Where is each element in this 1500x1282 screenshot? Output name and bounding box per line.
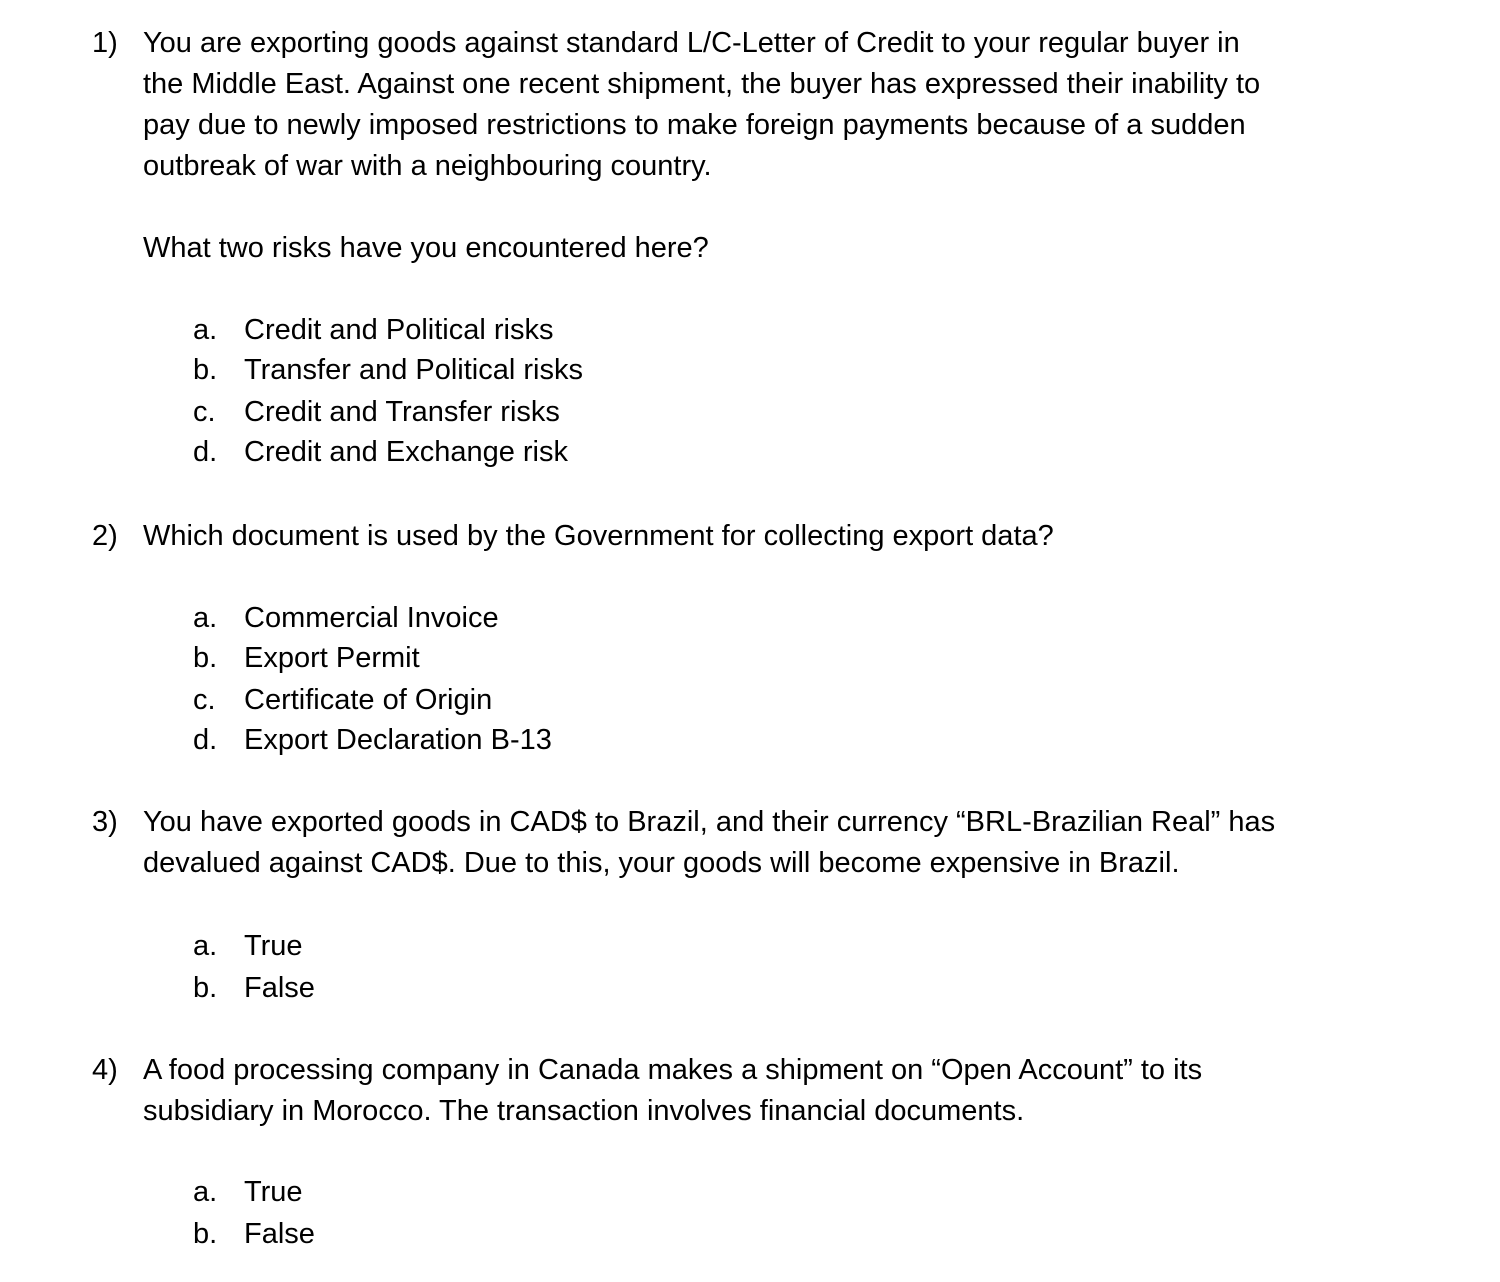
option-text: Export Declaration B-13 <box>244 724 552 756</box>
question-text <box>143 23 1373 187</box>
question-number: 2) <box>92 520 118 552</box>
question-text-line: subsidiary in Morocco. The transaction involves financial documents. <box>143 1095 1025 1127</box>
option-letter: a. <box>193 602 218 634</box>
option-letter: b. <box>193 642 218 674</box>
option-text: False <box>244 1218 315 1250</box>
question-text <box>143 516 1373 557</box>
question-text-line: devalued against CAD$. Due to this, your goods will become expensive in Brazil. <box>143 847 1180 879</box>
option-letter: b. <box>193 1218 218 1250</box>
question-1-sub-question: What two risks have you encountered here? <box>143 232 709 264</box>
option-letter: d. <box>193 724 218 756</box>
question-text-line: pay due to newly imposed restrictions to make foreign payments because of a sudden <box>143 109 1246 141</box>
option-text: True <box>244 930 303 962</box>
question-text-line: the Middle East. Against one recent shipment, the buyer has expressed their inability to <box>143 68 1261 100</box>
question-number: 1) <box>92 27 118 59</box>
option-text: True <box>244 1176 303 1208</box>
option-text: Credit and Exchange risk <box>244 436 568 468</box>
option-letter: a. <box>193 1176 218 1208</box>
option-letter: a. <box>193 930 218 962</box>
option-letter: d. <box>193 436 218 468</box>
question-text-line: outbreak of war with a neighbouring country. <box>143 150 712 182</box>
option-letter: b. <box>193 972 218 1004</box>
option-text: Credit and Political risks <box>244 314 554 346</box>
option-letter: c. <box>193 396 216 428</box>
question-text <box>143 1050 1373 1132</box>
question-text-line: You are exporting goods against standard L/C-Letter of Credit to your regular buyer in <box>143 27 1240 59</box>
question-text-line: A food processing company in Canada makes a shipment on “Open Account” to its <box>143 1054 1203 1086</box>
question-text-line: You have exported goods in CAD$ to Brazil, and their currency “BRL-Brazilian Real” has <box>143 806 1276 838</box>
option-text: Export Permit <box>244 642 420 674</box>
option-text: Credit and Transfer risks <box>244 396 560 428</box>
question-number: 4) <box>92 1054 118 1086</box>
question-text <box>143 802 1373 884</box>
option-letter: c. <box>193 684 216 716</box>
option-text: Commercial Invoice <box>244 602 499 634</box>
option-text: Transfer and Political risks <box>244 354 583 386</box>
option-letter: b. <box>193 354 218 386</box>
question-number: 3) <box>92 806 118 838</box>
option-letter: a. <box>193 314 218 346</box>
option-text: False <box>244 972 315 1004</box>
option-text: Certificate of Origin <box>244 684 493 716</box>
question-text-line: Which document is used by the Government for collecting export data? <box>143 520 1054 552</box>
